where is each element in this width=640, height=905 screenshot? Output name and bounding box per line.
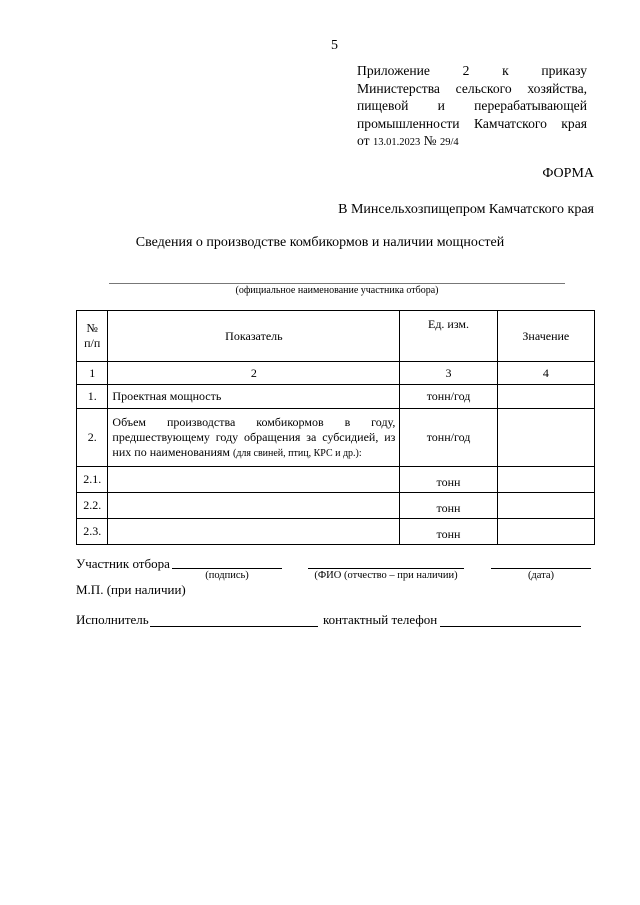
appendix-date-line xyxy=(357,132,587,152)
org-name-line[interactable] xyxy=(109,283,565,284)
full-name-line[interactable] xyxy=(308,568,464,569)
row-value-cell[interactable] xyxy=(497,409,594,467)
row-value-cell[interactable] xyxy=(497,385,594,409)
row-number: 2.3. xyxy=(77,519,108,545)
appendix-line-2: Министерства сельского хозяйства, xyxy=(357,80,587,96)
table-row xyxy=(77,385,595,409)
header-number-text: № п/п xyxy=(84,321,101,350)
participant-label: Участник отбора xyxy=(76,556,170,571)
row-indicator-text: Объем производства комбикормов в году, предшествующему году обращения за субсидией, из них по наименованиям xyxy=(112,414,396,459)
appendix-line-4: промышленности Камчатского края xyxy=(357,115,587,131)
row-number: 2. xyxy=(77,409,108,467)
row-number: 2.2. xyxy=(77,493,108,519)
executor-line[interactable] xyxy=(150,626,318,627)
table-row xyxy=(77,519,595,545)
date-caption: (дата) xyxy=(527,570,555,581)
phone-line[interactable] xyxy=(440,626,581,627)
date-line[interactable] xyxy=(491,568,591,569)
row-number: 2.1. xyxy=(77,467,108,493)
stamp-label: М.П. (при наличии) xyxy=(76,582,186,597)
executor-label: Исполнитель xyxy=(76,612,149,627)
header-value: Значение xyxy=(497,311,594,362)
row-indicator[interactable]: Проектная мощность xyxy=(108,385,400,409)
form-label: ФОРМА xyxy=(542,166,594,181)
date-prefix: от xyxy=(357,133,370,148)
row-unit: тонн/год xyxy=(400,409,497,467)
document-title: Сведения о производстве комбикормов и наличии мощностей xyxy=(135,235,505,250)
col-number: 4 xyxy=(497,362,594,385)
row-unit: тонн xyxy=(400,519,497,545)
row-value-cell[interactable] xyxy=(497,519,594,545)
row-number: 1. xyxy=(77,385,108,409)
data-table xyxy=(76,310,595,545)
table-row xyxy=(77,409,595,467)
addressee: В Минсельхозпищепром Камчатского края xyxy=(338,202,594,217)
number-sign: № xyxy=(423,133,437,148)
row-indicator-cell[interactable] xyxy=(108,519,400,545)
table-row xyxy=(77,493,595,519)
appendix-line-3: пищевой и перерабатывающей xyxy=(357,98,587,113)
signature-caption: (подпись) xyxy=(205,570,249,581)
row-unit: тонн xyxy=(400,493,497,519)
row-indicator-note: (для свиней, птиц, КРС и др.): xyxy=(233,447,362,459)
header-number xyxy=(77,311,108,362)
page-number: 5 xyxy=(331,38,338,53)
header-unit: Ед. изм. xyxy=(400,311,497,362)
column-number-row xyxy=(77,362,595,385)
col-number: 3 xyxy=(400,362,497,385)
order-date: 13.01.2023 xyxy=(372,137,421,148)
org-name-caption: (официальное наименование участника отбора) xyxy=(235,285,439,296)
row-indicator-cell[interactable] xyxy=(108,467,400,493)
appendix-header xyxy=(357,62,587,152)
phone-label: контактный телефон xyxy=(323,612,438,627)
col-number: 1 xyxy=(77,362,108,385)
table-header-row xyxy=(77,311,595,362)
col-number: 2 xyxy=(108,362,400,385)
order-number: 29/4 xyxy=(440,137,459,148)
row-value-cell[interactable] xyxy=(497,467,594,493)
row-unit: тонн xyxy=(400,467,497,493)
row-value-cell[interactable] xyxy=(497,493,594,519)
full-name-caption: (ФИО (отчество – при наличии) xyxy=(314,570,458,581)
signature-line[interactable] xyxy=(172,568,282,569)
row-unit: тонн/год xyxy=(400,385,497,409)
row-indicator[interactable] xyxy=(108,409,400,467)
table-row xyxy=(77,467,595,493)
row-indicator-cell[interactable] xyxy=(108,493,400,519)
appendix-line-1: Приложение 2 к приказу xyxy=(357,63,587,78)
header-indicator: Показатель xyxy=(108,311,400,362)
